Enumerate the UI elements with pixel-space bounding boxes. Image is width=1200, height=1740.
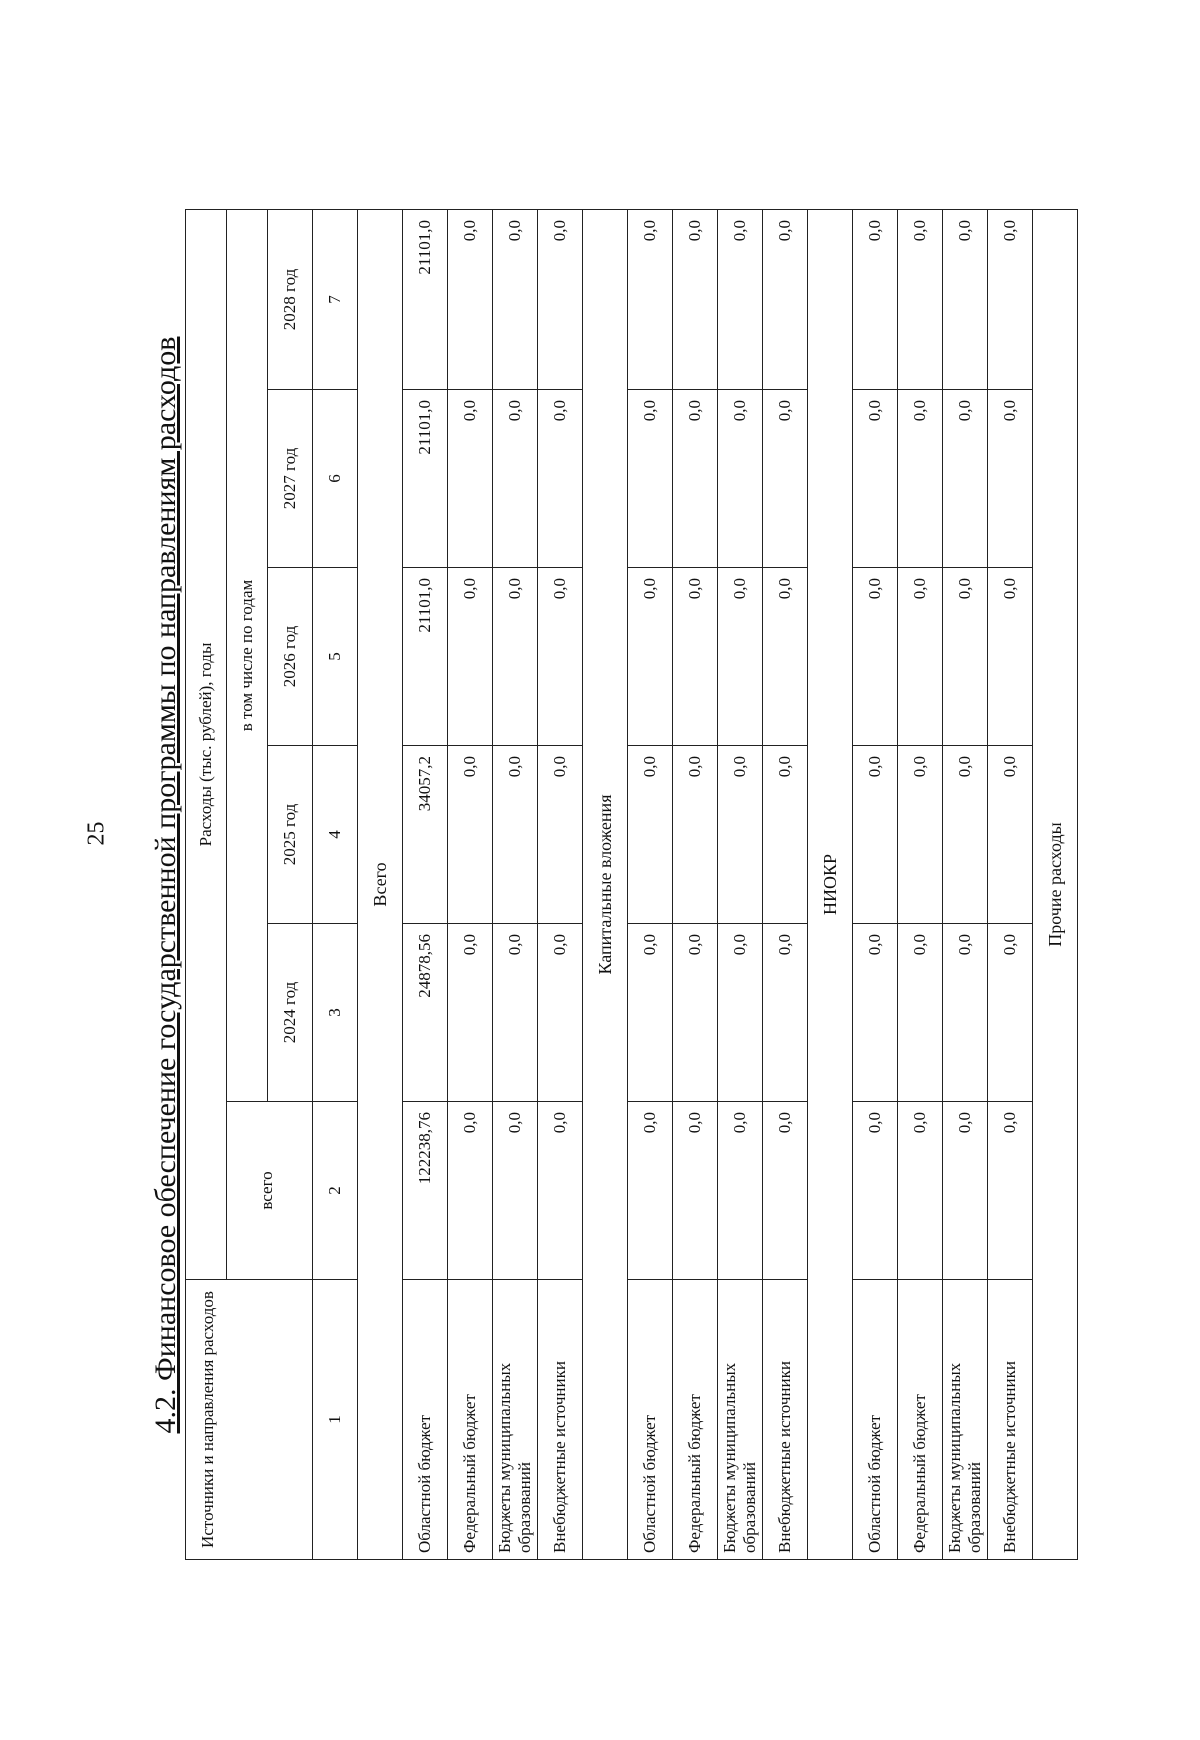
value-cell: 0,0 (718, 568, 763, 746)
value-cell: 0,0 (763, 390, 808, 568)
table-row (853, 209, 898, 1559)
table-row (763, 209, 808, 1559)
source-cell: Областной бюджет (628, 1280, 673, 1560)
value-cell: 0,0 (628, 209, 673, 389)
value-cell: 0,0 (898, 924, 943, 1102)
source-cell: Федеральный бюджет (898, 1280, 943, 1560)
source-cell: Бюджеты муниципальных образований (718, 1280, 763, 1560)
column-number: 3 (313, 924, 358, 1102)
value-cell: 0,0 (673, 568, 718, 746)
finance-table (185, 209, 1078, 1560)
value-cell: 0,0 (763, 924, 808, 1102)
source-cell: Внебюджетные источники (988, 1280, 1033, 1560)
value-cell: 0,0 (898, 209, 943, 389)
value-cell: 0,0 (943, 568, 988, 746)
column-number-row (313, 209, 358, 1559)
value-cell: 0,0 (493, 746, 538, 924)
table-row (493, 209, 538, 1559)
value-cell: 0,0 (943, 924, 988, 1102)
value-cell: 122238,76 (403, 1102, 448, 1280)
section-title: Капитальные вложения (583, 209, 628, 1559)
value-cell: 0,0 (673, 924, 718, 1102)
value-cell: 0,0 (448, 568, 493, 746)
value-cell: 0,0 (448, 1102, 493, 1280)
section-title: Всего (358, 209, 403, 1559)
value-cell: 0,0 (853, 390, 898, 568)
value-cell: 0,0 (538, 924, 583, 1102)
value-cell: 0,0 (988, 209, 1033, 389)
value-cell: 0,0 (493, 390, 538, 568)
header-expenses: Расходы (тыс. рублей), годы (186, 209, 227, 1279)
value-cell: 0,0 (628, 390, 673, 568)
value-cell: 0,0 (898, 746, 943, 924)
source-cell: Федеральный бюджет (448, 1280, 493, 1560)
header-year: 2025 год (268, 746, 313, 924)
value-cell: 0,0 (628, 1102, 673, 1280)
value-cell: 0,0 (538, 746, 583, 924)
value-cell: 0,0 (718, 924, 763, 1102)
header-year: 2026 год (268, 568, 313, 746)
source-cell: Внебюджетные источники (763, 1280, 808, 1560)
header-by-years: в том числе по годам (227, 209, 268, 1101)
value-cell: 0,0 (628, 746, 673, 924)
value-cell: 0,0 (718, 1102, 763, 1280)
page-number: 25 (83, 821, 110, 846)
table-row (403, 209, 448, 1559)
source-cell: Федеральный бюджет (673, 1280, 718, 1560)
value-cell: 0,0 (853, 746, 898, 924)
value-cell: 0,0 (898, 568, 943, 746)
header-year: 2027 год (268, 390, 313, 568)
value-cell: 0,0 (943, 746, 988, 924)
value-cell: 34057,2 (403, 746, 448, 924)
value-cell: 0,0 (763, 1102, 808, 1280)
value-cell: 0,0 (448, 746, 493, 924)
value-cell: 0,0 (763, 568, 808, 746)
header-year: 2028 год (268, 209, 313, 389)
value-cell: 0,0 (763, 746, 808, 924)
value-cell: 0,0 (718, 390, 763, 568)
table-row (988, 209, 1033, 1559)
value-cell: 0,0 (988, 390, 1033, 568)
value-cell: 0,0 (988, 924, 1033, 1102)
table-row (943, 209, 988, 1559)
value-cell: 0,0 (853, 209, 898, 389)
value-cell: 0,0 (943, 1102, 988, 1280)
value-cell: 0,0 (448, 390, 493, 568)
finance-table-wrapper (185, 210, 1078, 1560)
table-row (673, 209, 718, 1559)
value-cell: 0,0 (493, 568, 538, 746)
value-cell: 21101,0 (403, 390, 448, 568)
value-cell: 0,0 (538, 209, 583, 389)
table-row (538, 209, 583, 1559)
value-cell: 0,0 (538, 390, 583, 568)
value-cell: 0,0 (538, 568, 583, 746)
section-row (358, 209, 403, 1559)
section-title: НИОКР (808, 209, 853, 1559)
header-year: 2024 год (268, 924, 313, 1102)
rotated-page-content (0, 20, 1200, 1740)
value-cell: 0,0 (628, 568, 673, 746)
table-row (628, 209, 673, 1559)
source-cell: Бюджеты муниципальных образований (943, 1280, 988, 1560)
section-row (1033, 209, 1078, 1559)
value-cell: 21101,0 (403, 568, 448, 746)
value-cell: 0,0 (853, 1102, 898, 1280)
section-row (808, 209, 853, 1559)
value-cell: 0,0 (628, 924, 673, 1102)
column-number: 4 (313, 746, 358, 924)
value-cell: 21101,0 (403, 209, 448, 389)
value-cell: 0,0 (673, 1102, 718, 1280)
value-cell: 0,0 (538, 1102, 583, 1280)
table-row (448, 209, 493, 1559)
value-cell: 0,0 (763, 209, 808, 389)
value-cell: 0,0 (673, 209, 718, 389)
value-cell: 0,0 (898, 390, 943, 568)
section-title: Прочие расходы (1033, 209, 1078, 1559)
value-cell: 0,0 (448, 209, 493, 389)
column-number: 1 (313, 1280, 358, 1560)
value-cell: 0,0 (673, 746, 718, 924)
source-cell: Внебюджетные источники (538, 1280, 583, 1560)
source-cell: Областной бюджет (403, 1280, 448, 1560)
value-cell: 0,0 (943, 390, 988, 568)
source-cell: Бюджеты муниципальных образований (493, 1280, 538, 1560)
section-row (583, 209, 628, 1559)
value-cell: 0,0 (493, 209, 538, 389)
value-cell: 0,0 (853, 568, 898, 746)
column-number: 6 (313, 390, 358, 568)
table-row (898, 209, 943, 1559)
value-cell: 0,0 (718, 746, 763, 924)
header-total: всего (227, 1102, 313, 1280)
column-number: 7 (313, 209, 358, 389)
value-cell: 0,0 (988, 1102, 1033, 1280)
value-cell: 0,0 (898, 1102, 943, 1280)
value-cell: 24878,56 (403, 924, 448, 1102)
table-body (313, 209, 1078, 1559)
value-cell: 0,0 (988, 568, 1033, 746)
value-cell: 0,0 (673, 390, 718, 568)
column-number: 5 (313, 568, 358, 746)
value-cell: 0,0 (853, 924, 898, 1102)
value-cell: 0,0 (718, 209, 763, 389)
header-row-1 (186, 209, 227, 1559)
value-cell: 0,0 (493, 1102, 538, 1280)
column-number: 2 (313, 1102, 358, 1280)
value-cell: 0,0 (493, 924, 538, 1102)
document-title: 4.2. Финансовое обеспечение государственной программы по направлениям расходов (149, 336, 182, 1434)
header-source-column: Источники и направления расходов (186, 1280, 313, 1560)
source-cell: Областной бюджет (853, 1280, 898, 1560)
value-cell: 0,0 (448, 924, 493, 1102)
table-row (718, 209, 763, 1559)
value-cell: 0,0 (988, 746, 1033, 924)
value-cell: 0,0 (943, 209, 988, 389)
